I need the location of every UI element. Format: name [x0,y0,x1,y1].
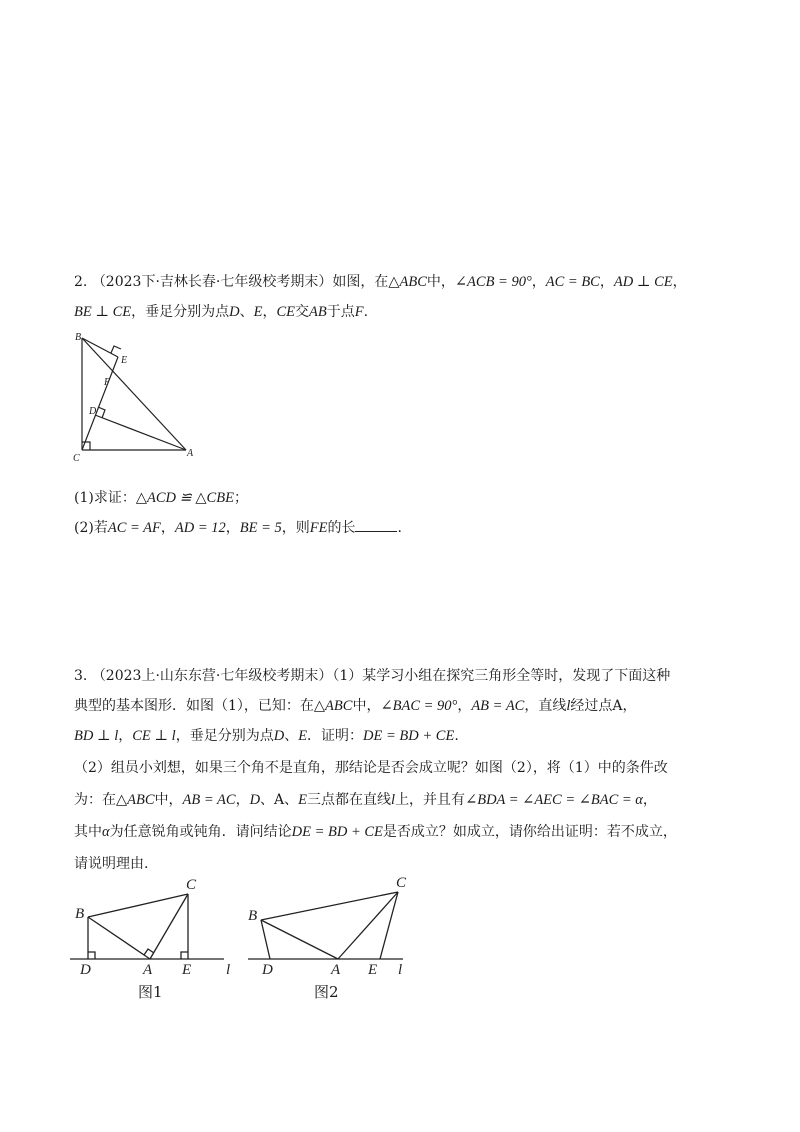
math: CE [276,304,296,320]
math: ∠ACB = 90° [454,274,532,290]
label-l: l [398,962,403,978]
figure-1-caption: 图1 [138,983,163,1001]
text: （1）某学习小组在探究三角形全等时，发现了下面这种 [332,668,671,684]
label-B: B [248,908,258,924]
label-C: C [396,875,407,891]
label-D: D [80,962,91,978]
math: DE = BD + CE [291,824,383,840]
math: AB = AC [182,792,236,808]
right-angle-mark-E [111,346,121,353]
text: 、 [239,304,254,320]
q2-part-1 [74,488,248,508]
text: 请说明理由. [74,856,149,872]
math: CE ⊥ l [132,728,176,744]
text: 中， [352,698,381,714]
segment-BA [261,920,338,959]
segment-BA [82,338,186,450]
right-angle-mark-D [88,952,95,959]
text: ； [233,490,248,506]
text: (2)若 [74,520,108,536]
text: . [454,728,459,744]
label-B: B [75,332,82,343]
question-number: 3. [74,668,88,684]
label-D: D [262,962,273,978]
label-E: E [121,355,128,366]
q3-line-1 [74,666,670,686]
answer-blank [355,518,397,532]
math: AB [309,304,327,320]
text: ，垂足分别为点 [131,304,230,320]
text: 、A、 [260,792,299,808]
text: ，直线 [524,698,567,714]
math: ∠BDA = ∠AEC = ∠BAC = α [465,792,643,808]
label-B: B [75,906,85,922]
segment-BD [261,920,270,959]
text: ， [599,274,614,290]
text: 中， [426,274,455,290]
q3-line-3 [74,726,459,746]
math: E [298,792,308,808]
math: AD ⊥ CE [613,274,673,290]
label-C: C [73,453,80,464]
text: ， [118,728,133,744]
text: ， [642,792,657,808]
text: 经过点A， [570,698,637,714]
q3-line-5 [74,790,657,810]
text: (1)求证： [74,490,136,506]
q3-line-6 [74,822,677,842]
math: BE = 5 [239,520,282,536]
label-F: F [104,377,111,388]
math: AC = BC [545,274,600,290]
question-source: （2023下·吉林长春·七年级校考期末） [91,274,333,290]
math: FE [309,520,328,536]
text: . [363,304,369,320]
text: ， [531,274,546,290]
text: 上，并且有 [395,792,466,808]
text: ， [262,304,277,320]
right-angle-mark-E [181,952,188,959]
q3-line-7 [74,854,148,874]
math: AC = AF [107,520,161,536]
label-D: D [89,406,97,417]
math: l [391,792,396,808]
q2-line-1 [74,272,687,292]
label-E: E [368,962,378,978]
segment-AD [95,415,186,450]
math: AD = 12 [174,520,226,536]
label-A: A [331,962,341,978]
math: ∠BAC = 90° [380,698,458,714]
question-source: （2023上·山东东营·七年级校考期末） [91,668,333,684]
math: DE = BD + CE [363,728,455,744]
math: F [354,304,364,320]
math: △ABC [388,274,427,290]
text: 如图，在 [332,274,389,290]
label-A: A [187,448,194,459]
text: ， [457,698,472,714]
math: D [249,792,261,808]
text: ， [235,792,250,808]
math: E [253,304,263,320]
text: ，垂足分别为点 [175,728,274,744]
q3-line-4 [74,758,668,778]
text: 的长 [327,520,356,536]
q2-figure [70,330,200,465]
text: ．证明： [307,728,364,744]
math: E [298,728,308,744]
text: 其中 [74,824,102,840]
segment-CE [82,357,118,450]
math: D [273,728,285,744]
math: BE ⊥ CE [74,304,132,320]
label-A: A [143,962,153,978]
text: 为：在 [74,792,116,808]
text: 交 [295,304,310,320]
q2-line-2 [74,302,368,322]
text: ， [672,274,687,290]
text: ， [225,520,240,536]
q2-part-2 [74,518,402,538]
segment-BA [88,917,150,959]
math: AB = AC [471,698,525,714]
q3-figure-2 [238,875,428,978]
text: ， [160,520,175,536]
label-l: l [226,962,231,978]
text: 三点都在直线 [307,792,392,808]
text: （2）组员小刘想，如果三个角不是直角，那结论是否会成立呢？如图（2），将（1）中的条件改 [74,760,668,776]
math: △ABC [313,698,353,714]
math: BD ⊥ l [74,728,119,744]
q3-line-2 [74,696,637,716]
text: . [397,520,402,536]
text: 、 [284,728,299,744]
text: ，则 [281,520,310,536]
math: l [566,698,571,714]
segment-BE [82,338,118,357]
text: 典型的基本图形．如图（1），已知：在 [74,698,314,714]
text: 是否成立？如成立，请你给出证明：若不成立， [382,824,677,840]
question-number: 2. [74,274,88,290]
text: 于点 [326,304,355,320]
math: △ABC [116,792,155,808]
figure-2-caption: 图2 [314,983,339,1001]
label-C: C [186,877,197,893]
text: 中， [154,792,183,808]
text: 为任意锐角或钝角．请问结论 [109,824,292,840]
segment-AC [150,894,188,959]
math: △ACD ≌ △CBE [135,490,234,506]
math: α [102,824,110,840]
segment-BC [88,894,188,917]
label-E: E [182,962,192,978]
q3-figure-1 [68,875,248,978]
math: D [229,304,240,320]
